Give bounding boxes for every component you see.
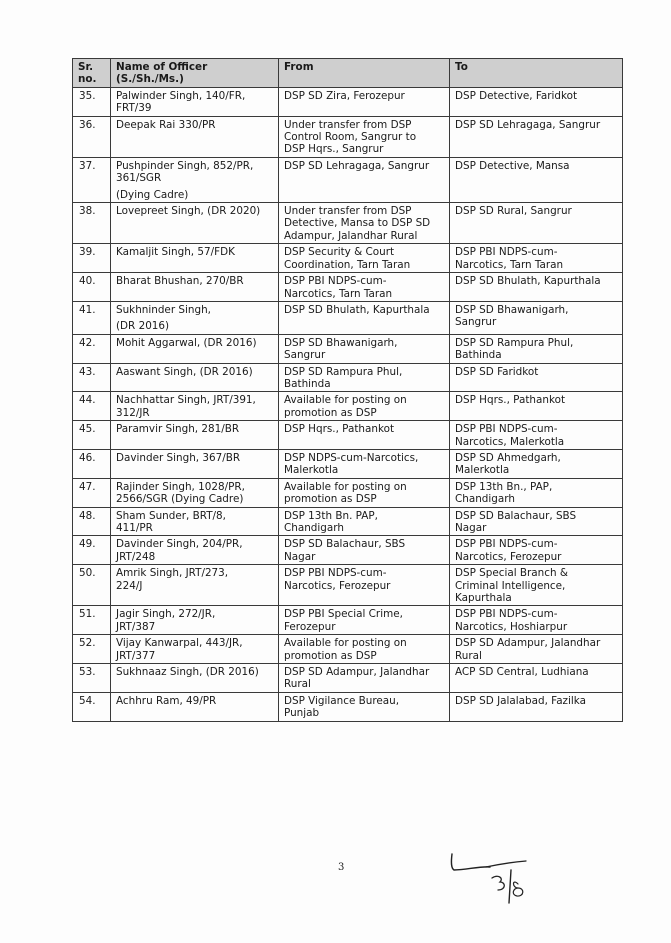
table-row [73, 606, 623, 635]
cell-from: DSP PBI NDPS-cum- Narcotics, Tarn Taran [279, 273, 450, 302]
table-row [73, 449, 623, 478]
cell-sr-no: 46. [73, 449, 111, 478]
cell-from: Under transfer from DSP Detective, Mansa to DSP SD Adampur, Jalandhar Rural [279, 203, 450, 244]
cell-officer-name: Rajinder Singh, 1028/PR, 2566/SGR (Dying Cadre) [111, 478, 279, 507]
cell-from: DSP SD Lehragaga, Sangrur [279, 157, 450, 202]
cell-sr-no: 47. [73, 478, 111, 507]
cell-officer-name: Kamaljit Singh, 57/FDK [111, 244, 279, 273]
cell-to: DSP PBI NDPS-cum- Narcotics, Hoshiarpur [450, 606, 623, 635]
cell-to: DSP SD Rural, Sangrur [450, 203, 623, 244]
cell-sr-no: 35. [73, 87, 111, 116]
cadre-note: (DR 2016) [116, 320, 170, 333]
table-row [73, 536, 623, 565]
table-row [73, 301, 623, 334]
cell-officer-name: Pushpinder Singh, 852/PR, 361/SGR (Dying Cadre) [111, 157, 279, 202]
table-header-row [73, 59, 623, 88]
cell-sr-no: 36. [73, 116, 111, 157]
cell-to: DSP PBI NDPS-cum- Narcotics, Tarn Taran [450, 244, 623, 273]
cell-sr-no: 39. [73, 244, 111, 273]
cell-from: DSP NDPS-cum-Narcotics, Malerkotla [279, 449, 450, 478]
cell-sr-no: 49. [73, 536, 111, 565]
table-row [73, 203, 623, 244]
cell-from: Available for posting on promotion as DSP [279, 635, 450, 664]
cell-sr-no: 41. [73, 301, 111, 334]
cell-to: DSP SD Faridkot [450, 363, 623, 392]
cell-officer-name: Jagir Singh, 272/JR, JRT/387 [111, 606, 279, 635]
header-name-of-officer: Name of Officer (S./Sh./Ms.) [111, 59, 279, 88]
table-row [73, 87, 623, 116]
table-row [73, 334, 623, 363]
cell-from: DSP SD Balachaur, SBS Nagar [279, 536, 450, 565]
cell-sr-no: 43. [73, 363, 111, 392]
cell-officer-name: Mohit Aggarwal, (DR 2016) [111, 334, 279, 363]
cell-sr-no: 38. [73, 203, 111, 244]
cell-sr-no: 48. [73, 507, 111, 536]
page-number: 3 [338, 862, 345, 873]
cell-officer-name: Lovepreet Singh, (DR 2020) [111, 203, 279, 244]
cell-from: DSP SD Rampura Phul, Bathinda [279, 363, 450, 392]
table-row [73, 157, 623, 202]
cell-officer-name: Amrik Singh, JRT/273, 224/J [111, 565, 279, 606]
cell-to: DSP SD Ahmedgarh, Malerkotla [450, 449, 623, 478]
cell-officer-name: Achhru Ram, 49/PR [111, 692, 279, 721]
cell-sr-no: 54. [73, 692, 111, 721]
cell-from: DSP SD Bhawanigarh, Sangrur [279, 334, 450, 363]
cell-officer-name: Deepak Rai 330/PR [111, 116, 279, 157]
cell-to: DSP SD Bhulath, Kapurthala [450, 273, 623, 302]
cell-from: DSP SD Zira, Ferozepur [279, 87, 450, 116]
cadre-note: (Dying Cadre) [116, 188, 189, 201]
cell-to: DSP Detective, Mansa [450, 157, 623, 202]
cell-officer-name: Palwinder Singh, 140/FR, FRT/39 [111, 87, 279, 116]
table-row [73, 507, 623, 536]
table-row [73, 635, 623, 664]
cell-to: DSP SD Adampur, Jalandhar Rural [450, 635, 623, 664]
handwritten-signature [448, 848, 558, 918]
header-sr-no: Sr. no. [73, 59, 111, 88]
cell-to: ACP SD Central, Ludhiana [450, 664, 623, 693]
cell-sr-no: 45. [73, 421, 111, 450]
cell-from: Available for posting on promotion as DSP [279, 392, 450, 421]
cell-to: DSP Hqrs., Pathankot [450, 392, 623, 421]
cell-to: DSP PBI NDPS-cum- Narcotics, Malerkotla [450, 421, 623, 450]
cell-from: DSP PBI NDPS-cum- Narcotics, Ferozepur [279, 565, 450, 606]
cell-to: DSP SD Rampura Phul, Bathinda [450, 334, 623, 363]
cell-officer-name: Aaswant Singh, (DR 2016) [111, 363, 279, 392]
cell-to: DSP SD Bhawanigarh, Sangrur [450, 301, 623, 334]
table-row [73, 116, 623, 157]
cell-sr-no: 40. [73, 273, 111, 302]
cell-officer-name: Sukhnaaz Singh, (DR 2016) [111, 664, 279, 693]
cell-officer-name: Bharat Bhushan, 270/BR [111, 273, 279, 302]
cell-sr-no: 37. [73, 157, 111, 202]
cell-from: DSP SD Adampur, Jalandhar Rural [279, 664, 450, 693]
table-row [73, 244, 623, 273]
cell-to: DSP SD Lehragaga, Sangrur [450, 116, 623, 157]
cell-officer-name: Sukhninder Singh, (DR 2016) [111, 301, 279, 334]
cell-sr-no: 42. [73, 334, 111, 363]
table-body [73, 87, 623, 721]
cell-officer-name: Nachhattar Singh, JRT/391, 312/JR [111, 392, 279, 421]
table-row [73, 273, 623, 302]
cell-sr-no: 44. [73, 392, 111, 421]
cell-to: DSP Special Branch & Criminal Intelligence, Kapurthala [450, 565, 623, 606]
cell-from: DSP Hqrs., Pathankot [279, 421, 450, 450]
table-row [73, 392, 623, 421]
cell-from: DSP 13th Bn. PAP, Chandigarh [279, 507, 450, 536]
cell-officer-name: Paramvir Singh, 281/BR [111, 421, 279, 450]
cell-sr-no: 52. [73, 635, 111, 664]
cell-from: Available for posting on promotion as DSP [279, 478, 450, 507]
cell-sr-no: 53. [73, 664, 111, 693]
table-row [73, 565, 623, 606]
cell-officer-name: Sham Sunder, BRT/8, 411/PR [111, 507, 279, 536]
table-row [73, 478, 623, 507]
cell-from: DSP Vigilance Bureau, Punjab [279, 692, 450, 721]
cell-to: DSP 13th Bn., PAP, Chandigarh [450, 478, 623, 507]
cell-sr-no: 51. [73, 606, 111, 635]
cell-officer-name: Vijay Kanwarpal, 443/JR, JRT/377 [111, 635, 279, 664]
cell-sr-no: 50. [73, 565, 111, 606]
cell-from: DSP PBI Special Crime, Ferozepur [279, 606, 450, 635]
cell-to: DSP SD Jalalabad, Fazilka [450, 692, 623, 721]
table-row [73, 363, 623, 392]
header-from: From [279, 59, 450, 88]
cell-from: Under transfer from DSP Control Room, Sangrur to DSP Hqrs., Sangrur [279, 116, 450, 157]
table-row [73, 692, 623, 721]
table-row [73, 421, 623, 450]
header-to: To [450, 59, 623, 88]
cell-from: DSP Security & Court Coordination, Tarn Taran [279, 244, 450, 273]
table-row [73, 664, 623, 693]
cell-to: DSP PBI NDPS-cum- Narcotics, Ferozepur [450, 536, 623, 565]
cell-from: DSP SD Bhulath, Kapurthala [279, 301, 450, 334]
cell-to: DSP Detective, Faridkot [450, 87, 623, 116]
cell-to: DSP SD Balachaur, SBS Nagar [450, 507, 623, 536]
transfer-table [72, 58, 623, 722]
cell-officer-name: Davinder Singh, 204/PR, JRT/248 [111, 536, 279, 565]
cell-officer-name: Davinder Singh, 367/BR [111, 449, 279, 478]
